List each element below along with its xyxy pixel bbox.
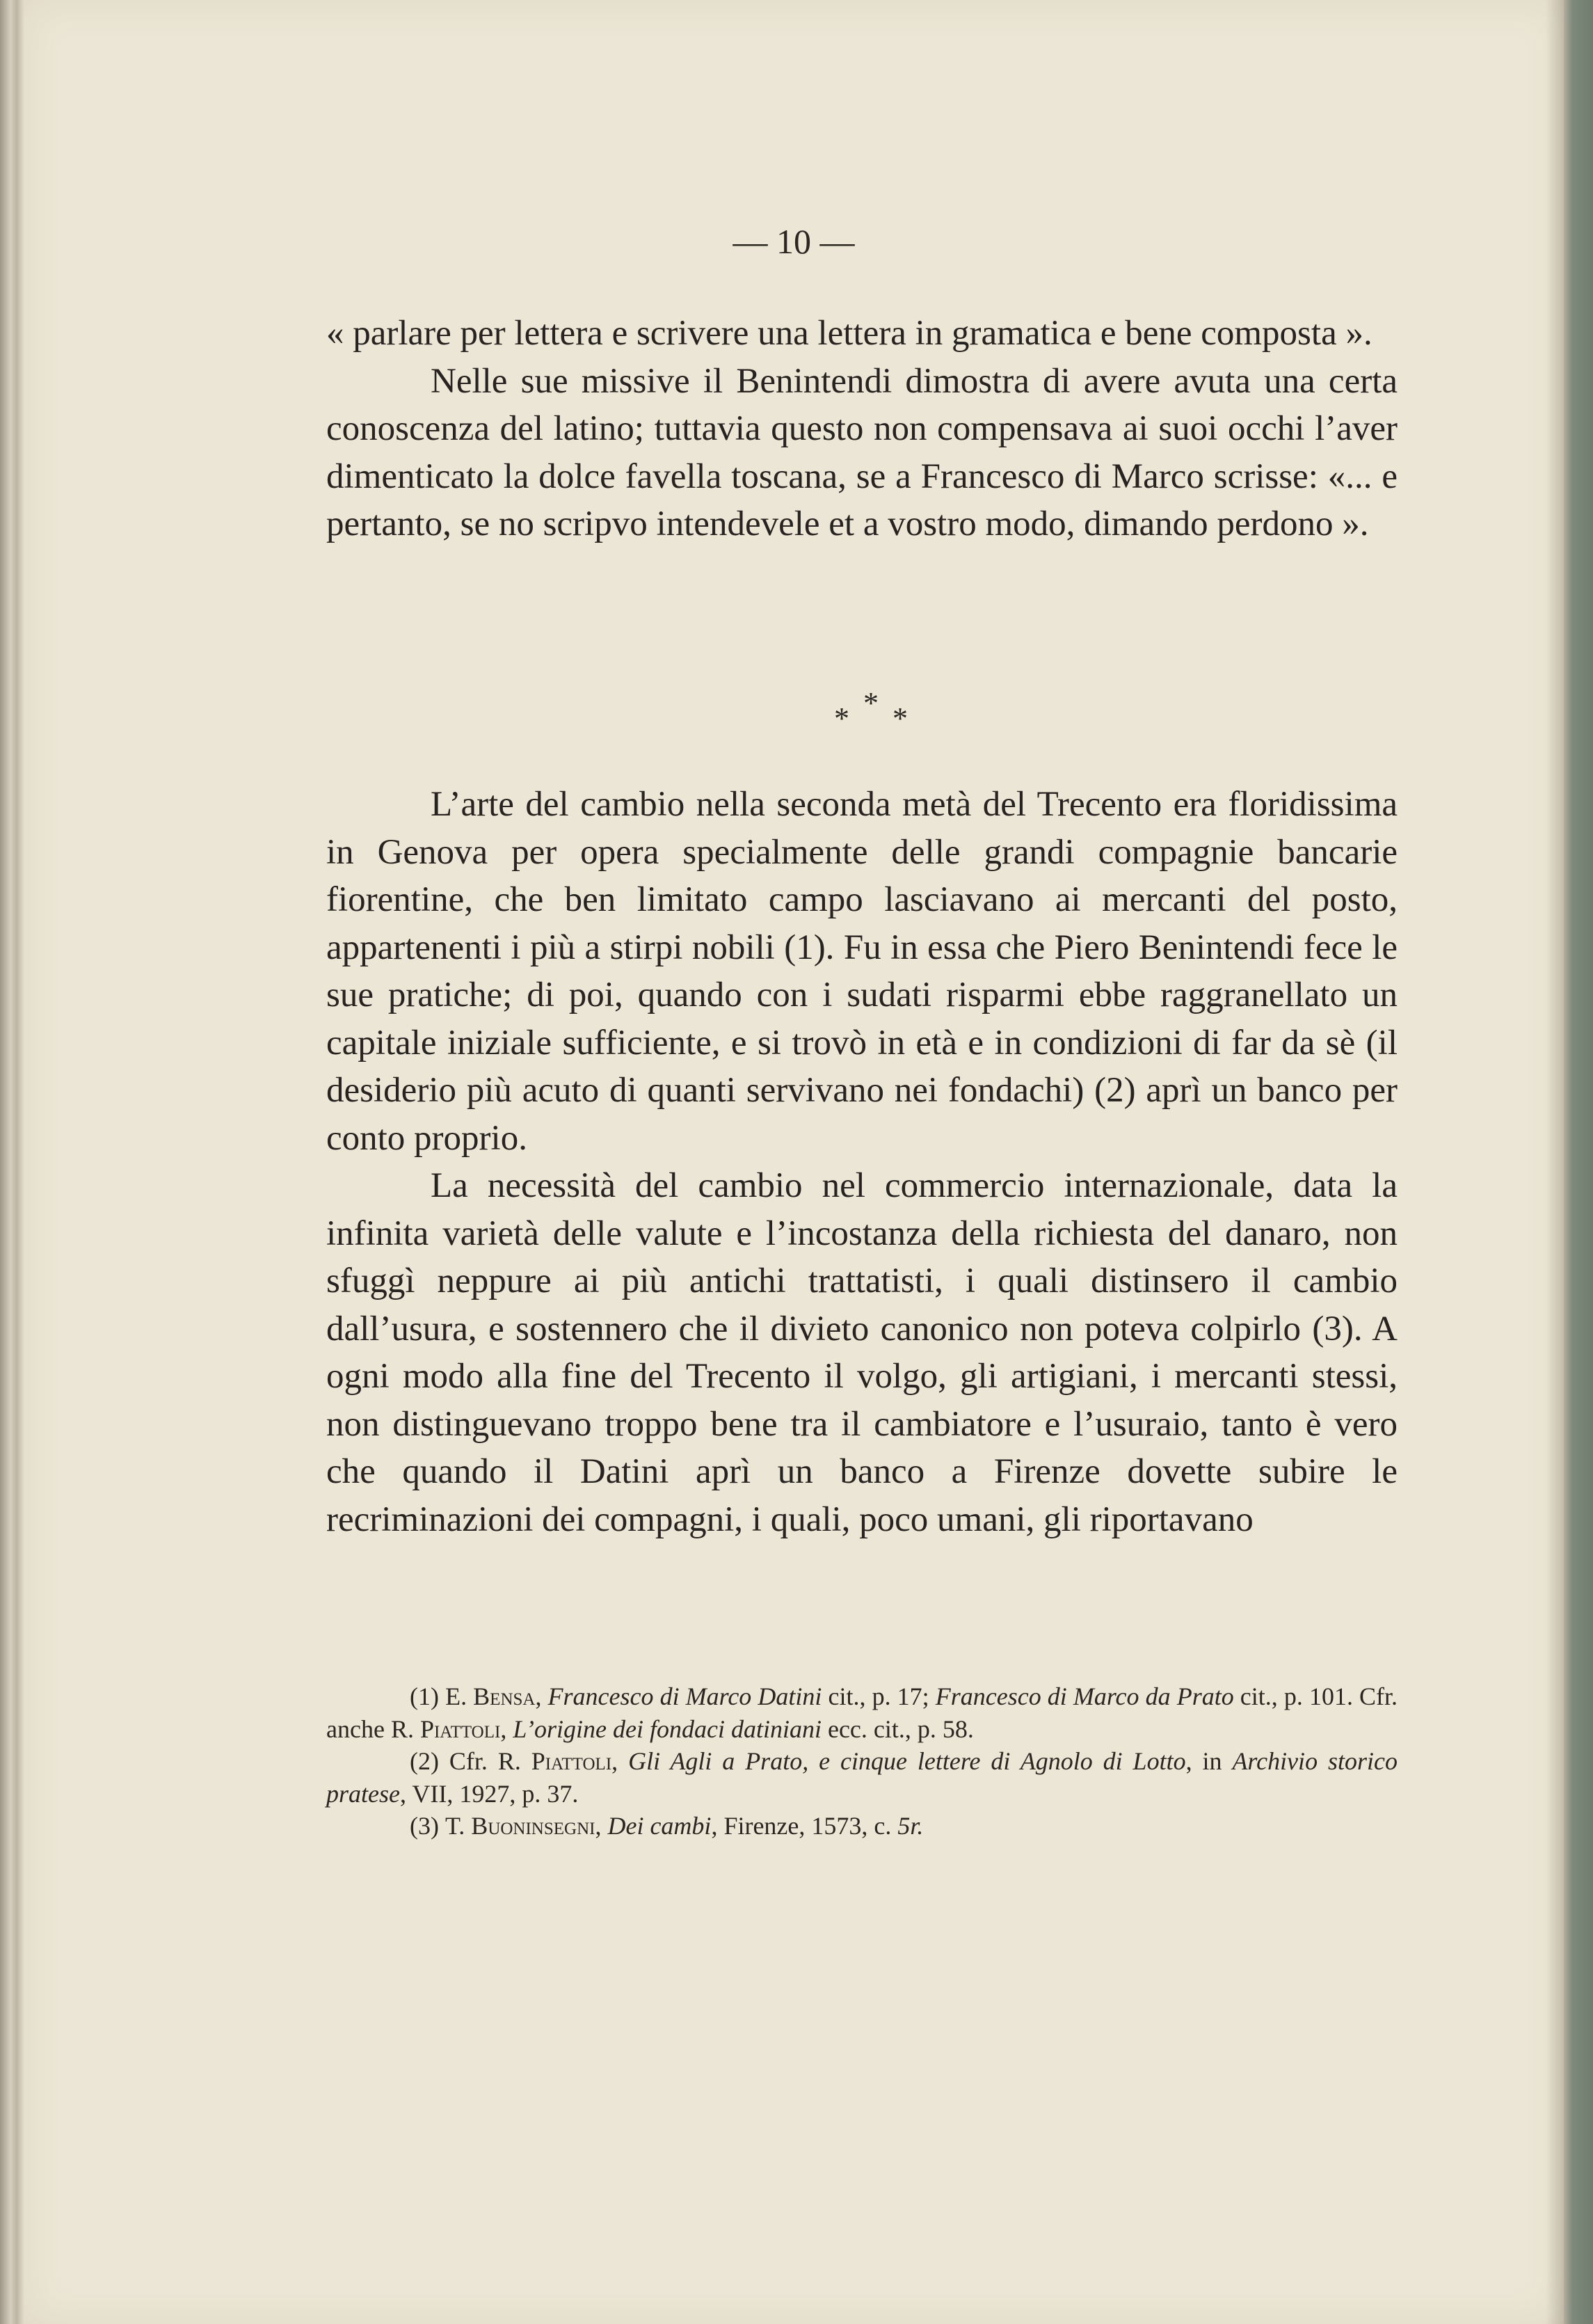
footnote-journal: Archivio storico pratese [326, 1747, 1398, 1808]
footnote: (3) T. Buoninsegni, Dei cambi, Firenze, 1573, c. 5r. [410, 1812, 924, 1840]
asterisk: * [863, 686, 879, 720]
footnote-ref: cit., p. 101. Cfr. anche [326, 1682, 1398, 1743]
footnote-author: E. Bensa [445, 1682, 536, 1710]
page-edge-shadow [1546, 0, 1564, 2324]
footnote-marker: (3) [410, 1812, 439, 1840]
paragraph-continuation: « parlare per lettera e scrivere una lettera in gramatica e bene composta ». [326, 314, 1372, 353]
footnote-marker: (1) [410, 1682, 439, 1710]
footnote: (1) E. Bensa, Francesco di Marco Datini cit., p. 17; Francesco di Marco da Prato cit., p. 101. Cfr. anche R. Piattoli, L’origine dei fondaci datiniani ecc. cit., p. 58. [326, 1682, 1398, 1743]
footnote-title: Dei cambi [607, 1812, 712, 1840]
left-page-edge [0, 0, 24, 2324]
footnote: (2) Cfr. R. Piattoli, Gli Agli a Prato, e cinque lettere di Agnolo di Lotto, in Archivio storico pratese, VII, 1927, p. 37. [326, 1747, 1398, 1808]
section-separator-asterism [817, 685, 928, 734]
footnote-title: Francesco di Marco da Prato [935, 1682, 1234, 1710]
footnote-author: T. Buoninsegni [445, 1812, 595, 1840]
footnote-title: Gli Agli a Prato, e cinque lettere di Agnolo di Lotto [628, 1747, 1186, 1775]
footnote-folio: 5r. [897, 1812, 924, 1840]
footnote-in: in [1202, 1747, 1222, 1775]
adjacent-page-edge [1564, 0, 1593, 2324]
footnote-ref: VII, 1927, p. 37. [412, 1779, 579, 1808]
footnote-prefix: Cfr. [449, 1747, 488, 1775]
footnote-title: Francesco di Marco Datini [547, 1682, 822, 1710]
book-page [24, 0, 1564, 2324]
text-block-top [326, 310, 1398, 548]
footnote-marker: (2) [410, 1747, 439, 1775]
page-number: — 10 — [733, 222, 855, 261]
asterisk: * [834, 701, 849, 735]
asterisk: * [892, 701, 908, 735]
footnote-author: R. Piattoli [390, 1714, 501, 1743]
footnote-ref: Firenze, 1573, c. [723, 1812, 892, 1840]
footnotes [326, 1680, 1398, 1843]
footnote-ref: cit., p. 17; [828, 1682, 929, 1710]
paragraph: L’arte del cambio nella seconda metà del Trecento era floridissima in Genova per opera specialmente delle grandi compagnie bancarie fiorentine, che ben limitato campo lasciavano ai mercanti del posto, appartenenti i più a stirpi nobili (1). Fu in essa che Piero Benintendi fece le sue pratiche; di poi, quando con i sudati risparmi ebbe raggranellato un capitale iniziale sufficiente, e si trovò in età e in condizioni di far da sè (il desiderio più acuto di quanti servivano nei fondachi) (2) aprì un banco per conto proprio. [326, 785, 1398, 1158]
footnote-title: L’origine dei fondaci datiniani [513, 1714, 822, 1743]
paragraph: La necessità del cambio nel commercio internazionale, data la infinita varietà delle valute e l’incostanza della richiesta del danaro, non sfuggì neppure ai più antichi trattatisti, i quali distinsero il cambio dall’usura, e sostennero che il divieto canonico non poteva colpirlo (3). A ogni modo alla fine del Trecento il volgo, gli artigiani, i mercanti stessi, non distinguevano troppo bene tra il cambiatore e l’usuraio, tanto è vero che quando il Datini aprì un banco a Firenze dovette subire le recriminazioni dei compagni, i quali, poco umani, gli riportavano [326, 1166, 1398, 1539]
footnote-ref: ecc. cit., p. 58. [827, 1714, 974, 1743]
paragraph: Nelle sue missive il Benintendi dimostra di avere avuta una certa conoscenza del latino; tuttavia questo non compensava ai suoi occhi l’aver dimenticato la dolce favella toscana, se a Francesco di Marco scrisse: «... e pertanto, se no scripvo intendevele et a vostro modo, dimando perdono ». [326, 361, 1398, 543]
footnote-author: R. Piattoli [497, 1747, 612, 1775]
text-block-main [326, 781, 1398, 1543]
